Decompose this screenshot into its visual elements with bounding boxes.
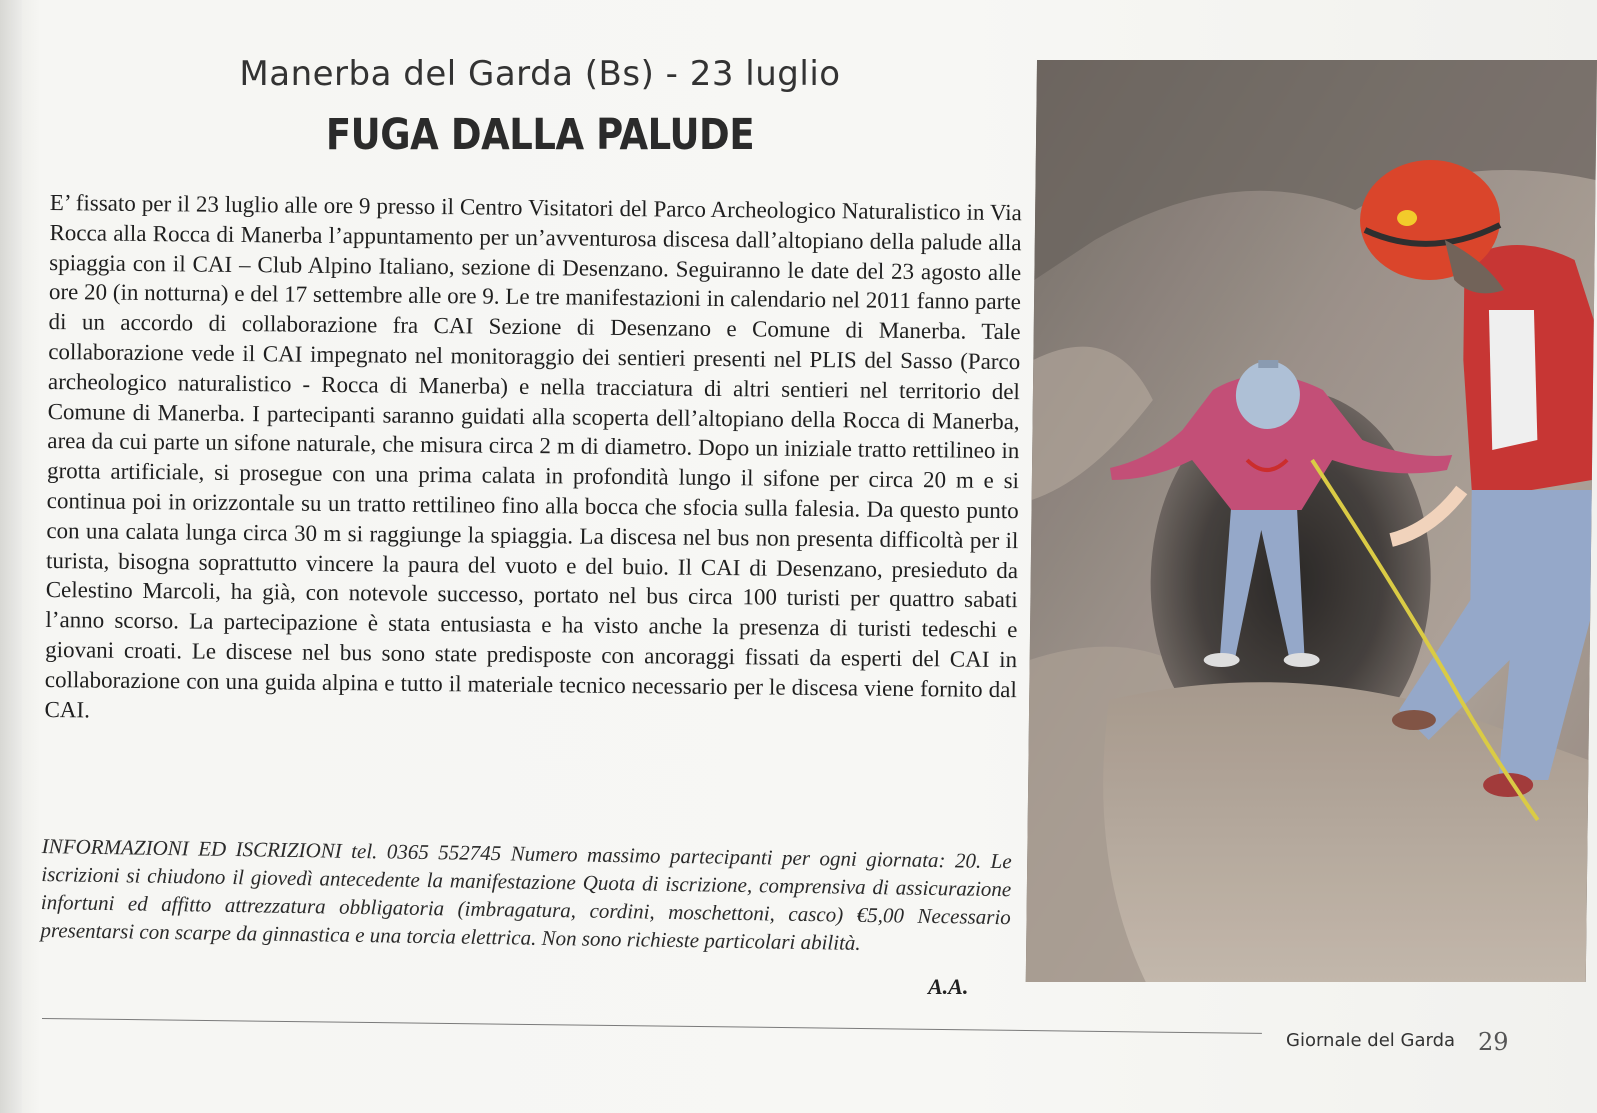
- article-subtitle: Manerba del Garda (Bs) - 23 luglio: [239, 54, 841, 94]
- binding-fold: [0, 0, 22, 1113]
- article-body: E’ fissato per il 23 luglio alle ore 9 presso il Centro Visitatori del Parco Archeologico Naturalistico in Via Rocca alla Rocca di Manerba l’appuntamento per un’avventurosa discesa dall’altopiano della palude alla spiaggia con il CAI – Club Alpino Italiano, sezione di Desenzano. Seguiranno le date del 23 agosto alle ore 20 (in notturna) e del 17 settembre alle ore 9. Le tre manifestazioni in calendario nel 2011 fanno parte di un accordo di collaborazione fra CAI Sezione di Desenzano e Comune di Manerba. Tale collaborazione vede il CAI impegnato nel monitoraggio dei sentieri presenti nel PLIS del Sasso (Parco archeologico naturalistico - Rocca di Manerba) e nella tracciatura di altri sentieri nel territorio del Comune di Manerba. I partecipanti saranno guidati alla scoperta dell’altopiano della Rocca di Manerba, area da cui parte un sifone naturale, che misura circa 2 m di diametro. Dopo un iniziale tratto rettilineo in grotta artificiale, si prosegue con una prima calata in profondità lungo il sifone per circa 20 m e si continua poi in orizzontale su un tratto rettilineo fino alla bocca che sfocia sulla falesia. Da questo punto con una calata lunga circa 30 m si raggiunge la spiaggia. La discesa nel bus non presenta difficoltà per il turista, bisogna soprattutto vincere la paura del vuoto e del buio. Il CAI di Desenzano, presieduto da Celestino Marcoli, ha già, con notevole successo, portato nel bus circa 100 turisti per quattro sabati l’anno scorso. La partecipazione è stata entusiasta e ha visto anche la presenza di turisti tedeschi e giovani croati. Le discese nel bus sono state predisposte con ancoraggi fissati da esperti del CAI in collaborazione con una guida alpina e tutto il materiale tecnico necessario per le discesa viene fornito dal CAI.: [44, 189, 1022, 722]
- article-headline: FUGA DALLA PALUDE: [325, 110, 755, 160]
- author-initials: A.A.: [928, 974, 969, 999]
- photo-illustration: [1026, 60, 1597, 982]
- page-number: 29: [1478, 1028, 1509, 1056]
- cave-descent-photo: [1026, 60, 1597, 982]
- publication-name: Giornale del Garda: [1286, 1030, 1456, 1051]
- info-registration: INFORMAZIONI ED ISCRIZIONI tel. 0365 552745 Numero massimo partecipanti per ogni giornata: 20. Le iscrizioni si chiudono il giovedì antecedente la manifestazione Quota di iscrizione, comprensiva di assicurazione infortuni ed affitto attrezzatura obbligatoria (imbragatura, cordini, moschettoni, casco) €5,00 Necessario presentarsi con scarpe da ginnastica e una torcia elettrica. Non sono richieste particolari abilità.: [40, 833, 1012, 955]
